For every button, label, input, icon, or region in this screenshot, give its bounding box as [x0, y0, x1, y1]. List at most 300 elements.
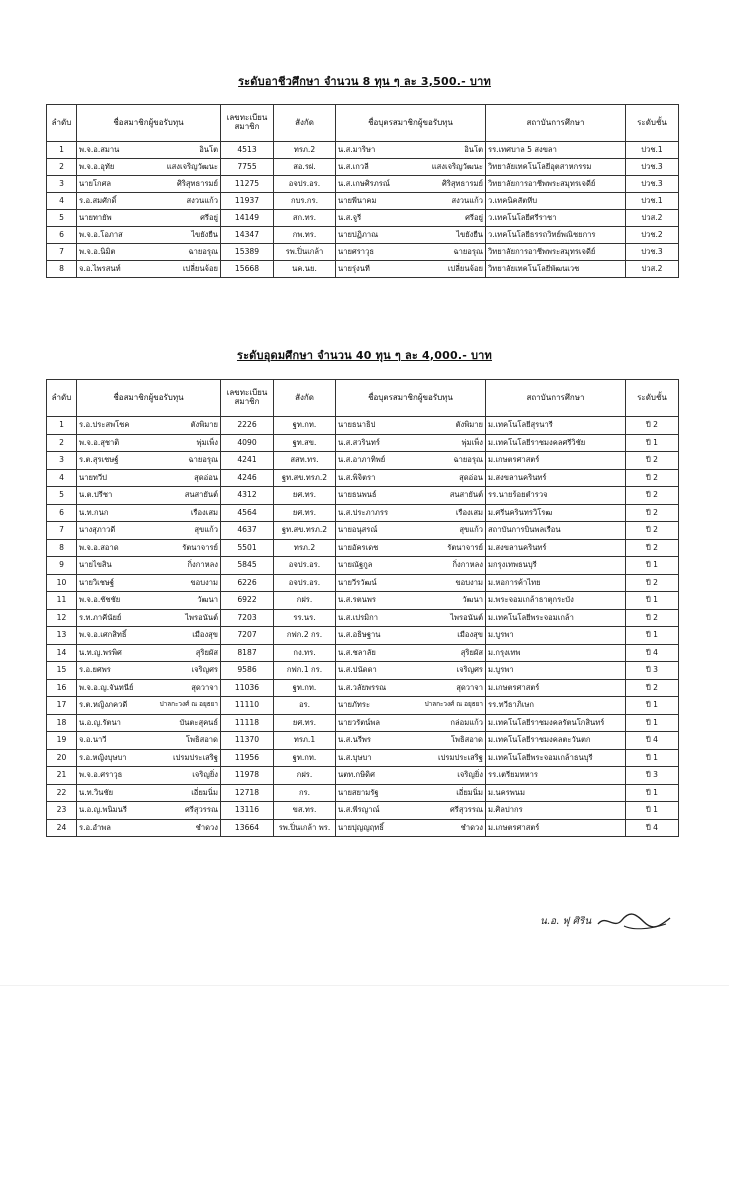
- child-first-name: น.ส.วลัยพรรณ: [338, 682, 387, 692]
- child-name-cell: [336, 504, 486, 522]
- institution: ว.เทคโนโลยีธรรถวิทย์พณิชยการ: [486, 227, 626, 244]
- child-last-name: แสงเจริญวัฒนะ: [431, 161, 483, 171]
- member-name-cell: [77, 522, 221, 540]
- row-number: 12: [47, 609, 77, 627]
- child-name-cell: [336, 159, 486, 176]
- member-first-name: ร.อ.ยศพร: [79, 665, 111, 675]
- table-row: [47, 767, 679, 785]
- registration-number: 4246: [221, 469, 274, 487]
- member-name-cell: [77, 574, 221, 592]
- registration-number: 11956: [221, 749, 274, 767]
- row-number: 8: [47, 539, 77, 557]
- row-number: 13: [47, 627, 77, 645]
- member-name-cell: [77, 609, 221, 627]
- vocational-table: [46, 104, 679, 278]
- child-first-name: น.ส.มาริษา: [338, 144, 376, 154]
- child-last-name: พุ่มเพ็ง: [461, 437, 483, 447]
- registration-number: 7203: [221, 609, 274, 627]
- institution: ม.เทคโนโลยีสุรนารี: [486, 417, 626, 435]
- child-first-name: นายธนาธิป: [338, 420, 376, 430]
- child-name-cell: [336, 784, 486, 802]
- child-first-name: น.ส.เปรมิกา: [338, 612, 379, 622]
- signature-text: น.อ. ฟุ ศิริน: [540, 916, 592, 927]
- member-first-name: พ.จ.อ.สมาน: [79, 144, 120, 154]
- vocational-table-body: [47, 142, 679, 278]
- registration-number: 12718: [221, 784, 274, 802]
- column-header: เลขทะเบียน สมาชิก: [221, 105, 274, 142]
- institution: รร.เตรียมทหาร: [486, 767, 626, 785]
- member-name-cell: [77, 679, 221, 697]
- row-number: 4: [47, 193, 77, 210]
- child-first-name: น.ส.รตนพร: [338, 595, 376, 605]
- grade-level: ปี 4: [626, 819, 679, 837]
- child-name-cell: [336, 802, 486, 820]
- table-row: [47, 627, 679, 645]
- member-name-cell: [77, 802, 221, 820]
- grade-level: ปี 2: [626, 452, 679, 470]
- table-row: [47, 539, 679, 557]
- child-first-name: น.ส.จูรี: [338, 212, 362, 222]
- child-last-name: ขอบงาม: [455, 577, 483, 587]
- child-last-name: โพธิสอาด: [450, 735, 483, 745]
- member-last-name: เปรมประเสริฐ: [173, 752, 218, 762]
- grade-level: ปี 1: [626, 749, 679, 767]
- member-first-name: ร.อ.สมศักดิ์: [79, 195, 117, 205]
- table-row: [47, 227, 679, 244]
- child-last-name: เมืองสุข: [457, 630, 483, 640]
- grade-level: ปวช.1: [626, 142, 679, 159]
- row-number: 1: [47, 142, 77, 159]
- table-row: [47, 662, 679, 680]
- grade-level: ปวส.2: [626, 210, 679, 227]
- unit: ฐท.สข.: [274, 434, 336, 452]
- member-name-cell: [77, 644, 221, 662]
- grade-level: ปี 2: [626, 469, 679, 487]
- child-name-cell: [336, 574, 486, 592]
- row-number: 8: [47, 261, 77, 278]
- child-last-name: อินโต: [464, 144, 483, 154]
- member-first-name: จ.อ.นาวี: [79, 735, 107, 745]
- registration-number: 11370: [221, 732, 274, 750]
- institution: ม.เทคโนโลยีราชมงคลศรีวิชัย: [486, 434, 626, 452]
- member-last-name: อินโต: [199, 144, 218, 154]
- member-first-name: นายโกศล: [79, 178, 112, 188]
- institution: รร.ทวีธาภิเษก: [486, 697, 626, 715]
- row-number: 19: [47, 732, 77, 750]
- row-number: 11: [47, 592, 77, 610]
- unit: กฝร.: [274, 592, 336, 610]
- column-header: ชื่อบุตรสมาชิกผู้ขอรับทุน: [336, 105, 486, 142]
- column-header: ชื่อสมาชิกผู้ขอรับทุน: [77, 105, 221, 142]
- column-header: สถาบันการศึกษา: [486, 105, 626, 142]
- child-first-name: นายรุ่งนที: [338, 263, 370, 273]
- institution: ม.เทคโนโลยีราชมงคลรัตนโกสินทร์: [486, 714, 626, 732]
- child-first-name: น.ส.พีรญาณ์: [338, 805, 380, 815]
- registration-number: 11275: [221, 176, 274, 193]
- child-first-name: นายพีนาคม: [338, 195, 377, 205]
- row-number: 1: [47, 417, 77, 435]
- child-first-name: นายวีรวัฒน์: [338, 577, 377, 587]
- grade-level: ปี 1: [626, 784, 679, 802]
- institution: ม.บูรพา: [486, 627, 626, 645]
- member-first-name: นายวิเชษฐ์: [79, 577, 115, 587]
- registration-number: 15389: [221, 244, 274, 261]
- child-name-cell: [336, 714, 486, 732]
- member-last-name: สนสายันต์: [184, 490, 218, 500]
- member-name-cell: [77, 819, 221, 837]
- member-first-name: น.ต.ปรีชา: [79, 490, 113, 500]
- unit: ยศ.ทร.: [274, 487, 336, 505]
- child-last-name: ตังพิมาย: [455, 420, 483, 430]
- column-header: ลำดับ: [47, 380, 77, 417]
- child-name-cell: [336, 592, 486, 610]
- row-number: 3: [47, 452, 77, 470]
- member-first-name: พ.จ.อ.อุทัย: [79, 161, 115, 171]
- child-last-name: สุขแก้ว: [459, 525, 483, 535]
- blank-area: [0, 985, 729, 1201]
- member-name-cell: [77, 434, 221, 452]
- table-row: [47, 469, 679, 487]
- member-last-name: ศิริสุทธารมย์: [177, 178, 218, 188]
- grade-level: ปี 1: [626, 627, 679, 645]
- unit: อร.: [274, 697, 336, 715]
- table-row: [47, 504, 679, 522]
- member-last-name: เจริญยิ่ง: [192, 770, 218, 780]
- member-first-name: นางสุภาวดี: [79, 525, 116, 535]
- registration-number: 4513: [221, 142, 274, 159]
- member-last-name: โพธิสอาด: [185, 735, 218, 745]
- unit: ฐท.สข.ทรภ.2: [274, 522, 336, 540]
- member-first-name: ร.อ.หญิงบุษบา: [79, 752, 127, 762]
- unit: ยศ.ทร.: [274, 504, 336, 522]
- child-first-name: น.ส.บุษบา: [338, 752, 372, 762]
- member-name-cell: [77, 142, 221, 159]
- unit: รพ.ปิ่นเกล้า พร.: [274, 819, 336, 837]
- member-last-name: แสงเจริญวัฒนะ: [166, 161, 218, 171]
- child-last-name: วัฒนา: [462, 595, 483, 605]
- child-name-cell: [336, 210, 486, 227]
- registration-number: 13664: [221, 819, 274, 837]
- member-last-name: กิ่งกาหลง: [187, 560, 218, 570]
- institution: รร.เทศบาล 5 สงขลา: [486, 142, 626, 159]
- grade-level: ปวช.3: [626, 159, 679, 176]
- member-name-cell: [77, 732, 221, 750]
- table-row: [47, 210, 679, 227]
- member-first-name: พ.จ.อ.ชัชชัย: [79, 595, 121, 605]
- table-row: [47, 452, 679, 470]
- registration-number: 14149: [221, 210, 274, 227]
- institution: ว.เทคนิคสัตหีบ: [486, 193, 626, 210]
- member-last-name: สุขแก้ว: [194, 525, 218, 535]
- row-number: 7: [47, 522, 77, 540]
- table-row: [47, 714, 679, 732]
- registration-number: 14347: [221, 227, 274, 244]
- higher-table-body: [47, 417, 679, 837]
- institution: ม.เทคโนโลยีพระจอมเกล้า: [486, 609, 626, 627]
- registration-number: 6922: [221, 592, 274, 610]
- child-name-cell: [336, 176, 486, 193]
- unit: สสท.ทร.: [274, 452, 336, 470]
- institution: ม.ศรีนครินทรวิโรฒ: [486, 504, 626, 522]
- registration-number: 4564: [221, 504, 274, 522]
- member-name-cell: [77, 592, 221, 610]
- member-name-cell: [77, 697, 221, 715]
- institution: ม.หอการค้าไทย: [486, 574, 626, 592]
- institution: ม.สงขลานครินทร์: [486, 539, 626, 557]
- child-last-name: ฉายอรุณ: [453, 246, 483, 256]
- registration-number: 4090: [221, 434, 274, 452]
- child-name-cell: [336, 193, 486, 210]
- institution: ม.บูรพา: [486, 662, 626, 680]
- child-name-cell: [336, 142, 486, 159]
- column-header: สังกัด: [274, 105, 336, 142]
- unit: อจปร.อร.: [274, 557, 336, 575]
- table-row: [47, 697, 679, 715]
- member-first-name: นายทวีป: [79, 472, 107, 482]
- table-row: [47, 644, 679, 662]
- grade-level: ปี 2: [626, 522, 679, 540]
- member-first-name: น.ท.ญ.พรพิศ: [79, 647, 122, 657]
- institution: ม.เทคโนโลยีพระจอมเกล้าธนบุรี: [486, 749, 626, 767]
- child-first-name: นายอนุสรณ์: [338, 525, 378, 535]
- child-last-name: ศรีอยู่: [465, 212, 483, 222]
- row-number: 10: [47, 574, 77, 592]
- column-header: สังกัด: [274, 380, 336, 417]
- row-number: 2: [47, 159, 77, 176]
- row-number: 22: [47, 784, 77, 802]
- registration-number: 7755: [221, 159, 274, 176]
- child-first-name: นายสยามรัฐ: [338, 787, 379, 797]
- unit: กฟก.1 กร.: [274, 662, 336, 680]
- table-row: [47, 434, 679, 452]
- column-header: ลำดับ: [47, 105, 77, 142]
- row-number: 17: [47, 697, 77, 715]
- higher-table: [46, 379, 679, 837]
- unit: อจปร.อร.: [274, 574, 336, 592]
- child-name-cell: [336, 662, 486, 680]
- member-name-cell: [77, 557, 221, 575]
- table-row: [47, 679, 679, 697]
- member-last-name: พุ่มเพ็ง: [196, 437, 218, 447]
- grade-level: ปี 2: [626, 679, 679, 697]
- child-name-cell: [336, 487, 486, 505]
- table-row: [47, 193, 679, 210]
- unit: รพ.ปิ่นเกล้า: [274, 244, 336, 261]
- grade-level: ปี 1: [626, 714, 679, 732]
- grade-level: ปี 1: [626, 434, 679, 452]
- member-name-cell: [77, 452, 221, 470]
- child-last-name: ปาลกะวงศ์ ณ อยุธยา: [424, 700, 483, 709]
- child-last-name: ศิริสุทธารมย์: [442, 178, 483, 188]
- child-last-name: เรืองเสม: [455, 507, 483, 517]
- row-number: 21: [47, 767, 77, 785]
- registration-number: 4312: [221, 487, 274, 505]
- member-last-name: ตังพิมาย: [190, 420, 218, 430]
- institution: สถาบันการบินพลเรือน: [486, 522, 626, 540]
- unit: ฐท.กท.: [274, 417, 336, 435]
- child-last-name: ไขยังยืน: [456, 229, 483, 239]
- member-last-name: บันตะสุคนธ์: [179, 717, 218, 727]
- registration-number: 11036: [221, 679, 274, 697]
- row-number: 2: [47, 434, 77, 452]
- signature: [536, 910, 676, 934]
- institution: ม.เกษตรศาสตร์: [486, 452, 626, 470]
- institution: ม.ศิลปากร: [486, 802, 626, 820]
- grade-level: ปี 2: [626, 504, 679, 522]
- child-last-name: เจริญศร: [456, 665, 483, 675]
- table-row: [47, 487, 679, 505]
- institution: วิทยาลัยเทคโนโลยีอุตสาหกรรม: [486, 159, 626, 176]
- child-name-cell: [336, 819, 486, 837]
- child-last-name: เปรมประเสริฐ: [438, 752, 483, 762]
- table-row: [47, 732, 679, 750]
- child-first-name: น.ส.ปนัดดา: [338, 665, 377, 675]
- column-header: ระดับชั้น: [626, 380, 679, 417]
- child-name-cell: [336, 417, 486, 435]
- row-number: 7: [47, 244, 77, 261]
- column-header: ชื่อบุตรสมาชิกผู้ขอรับทุน: [336, 380, 486, 417]
- higher-heading: ระดับอุดมศึกษา จำนวน 40 ทุน ๆ ละ 4,000.- บาท: [236, 349, 493, 362]
- member-name-cell: [77, 210, 221, 227]
- row-number: 15: [47, 662, 77, 680]
- child-first-name: นายวรัตน์พล: [338, 717, 381, 727]
- grade-level: ปวช.2: [626, 227, 679, 244]
- child-name-cell: [336, 557, 486, 575]
- registration-number: 8187: [221, 644, 274, 662]
- child-first-name: นายศราวุธ: [338, 246, 374, 256]
- member-first-name: จ.อ.ไพรสนท์: [79, 263, 121, 273]
- child-last-name: สุดวาจา: [456, 682, 483, 692]
- child-name-cell: [336, 452, 486, 470]
- member-first-name: น.ท.กนก: [79, 507, 109, 517]
- child-first-name: นายปุญญฤทธิ์: [338, 822, 384, 832]
- member-last-name: สุริยผัส: [195, 647, 218, 657]
- child-name-cell: [336, 609, 486, 627]
- table-row: [47, 609, 679, 627]
- member-first-name: พ.จ.อ.เศกสิทธิ์: [79, 630, 127, 640]
- member-first-name: พ.จ.อ.ญ.จันทนีย์: [79, 682, 134, 692]
- column-header: เลขทะเบียน สมาชิก: [221, 380, 274, 417]
- member-last-name: วัฒนา: [197, 595, 218, 605]
- member-last-name: ศรีสุวรรณ: [184, 805, 218, 815]
- child-name-cell: [336, 469, 486, 487]
- member-name-cell: [77, 469, 221, 487]
- table-row: [47, 784, 679, 802]
- member-name-cell: [77, 784, 221, 802]
- column-header: ชื่อสมาชิกผู้ขอรับทุน: [77, 380, 221, 417]
- row-number: 5: [47, 487, 77, 505]
- member-name-cell: [77, 176, 221, 193]
- unit: กพ.ทร.: [274, 227, 336, 244]
- unit: ทรภ.2: [274, 539, 336, 557]
- child-last-name: ไพรอนันต์: [450, 612, 483, 622]
- member-last-name: ฉายอรุณ: [188, 455, 218, 465]
- member-first-name: พ.จ.อ.ศราวุธ: [79, 770, 123, 780]
- child-first-name: น.ส.เกษศิรภรณ์: [338, 178, 390, 188]
- registration-number: 4241: [221, 452, 274, 470]
- child-first-name: น.ส.สวรินทร์: [338, 437, 380, 447]
- member-name-cell: [77, 244, 221, 261]
- table-row: [47, 522, 679, 540]
- member-first-name: นายไขสิน: [79, 560, 112, 570]
- institution: มกรุงเทพธนบุรี: [486, 557, 626, 575]
- grade-level: ปวช.3: [626, 244, 679, 261]
- unit: นค.นย.: [274, 261, 336, 278]
- member-last-name: เปลี่ยนจ้อย: [182, 263, 218, 273]
- grade-level: ปี 2: [626, 574, 679, 592]
- grade-level: ปี 4: [626, 732, 679, 750]
- member-first-name: น.อ.ญ.รัตนา: [79, 717, 121, 727]
- table-row: [47, 574, 679, 592]
- registration-number: 5845: [221, 557, 274, 575]
- registration-number: 9586: [221, 662, 274, 680]
- unit: ทรภ.2: [274, 142, 336, 159]
- table-header-row: [47, 105, 679, 142]
- member-name-cell: [77, 261, 221, 278]
- member-first-name: พ.จ.อ.นิมิต: [79, 246, 116, 256]
- child-first-name: นายภัทระ: [338, 700, 371, 710]
- child-last-name: สุดอ่อน: [459, 472, 483, 482]
- grade-level: ปี 4: [626, 644, 679, 662]
- child-name-cell: [336, 539, 486, 557]
- unit: อจปร.อร.: [274, 176, 336, 193]
- row-number: 6: [47, 504, 77, 522]
- table-row: [47, 417, 679, 435]
- registration-number: 6226: [221, 574, 274, 592]
- institution: ม.กรุงเทพ: [486, 644, 626, 662]
- child-first-name: นายธนพนธ์: [338, 490, 377, 500]
- unit: สอ.รฝ.: [274, 159, 336, 176]
- child-last-name: รัตนาจารย์: [447, 542, 483, 552]
- row-number: 3: [47, 176, 77, 193]
- row-number: 9: [47, 557, 77, 575]
- member-last-name: ขอบงาม: [190, 577, 218, 587]
- unit: ยศ.ทร.: [274, 714, 336, 732]
- registration-number: 11118: [221, 714, 274, 732]
- row-number: 23: [47, 802, 77, 820]
- child-last-name: สงวนแก้ว: [451, 195, 483, 205]
- member-last-name: ศรีอยู่: [200, 212, 218, 222]
- child-last-name: เปลี่ยนจ้อย: [447, 263, 483, 273]
- institution: ม.พระจอมเกล้าธาตุกระบัง: [486, 592, 626, 610]
- child-name-cell: [336, 749, 486, 767]
- institution: ว.เทคโนโลยีศรีราชา: [486, 210, 626, 227]
- row-number: 14: [47, 644, 77, 662]
- row-number: 5: [47, 210, 77, 227]
- child-first-name: นายปฏิภาณ: [338, 229, 379, 239]
- child-last-name: ชำดวง: [460, 822, 483, 832]
- unit: กบร.กร.: [274, 193, 336, 210]
- member-name-cell: [77, 193, 221, 210]
- institution: รร.นายร้อยตำรวจ: [486, 487, 626, 505]
- child-name-cell: [336, 627, 486, 645]
- grade-level: ปี 2: [626, 539, 679, 557]
- row-number: 16: [47, 679, 77, 697]
- member-last-name: ไขยังยืน: [191, 229, 218, 239]
- child-name-cell: [336, 644, 486, 662]
- member-first-name: ร.ท.ภาคีนัยย์: [79, 612, 122, 622]
- table-row: [47, 142, 679, 159]
- unit: ฐท.กท.: [274, 749, 336, 767]
- child-name-cell: [336, 261, 486, 278]
- member-first-name: น.ท.วินชัย: [79, 787, 114, 797]
- institution: ม.เกษตรศาสตร์: [486, 819, 626, 837]
- child-first-name: น.ส.นรีพร: [338, 735, 372, 745]
- member-first-name: ร.ต.สุรเชษฐ์: [79, 455, 119, 465]
- member-name-cell: [77, 487, 221, 505]
- member-first-name: นายทายัพ: [79, 212, 112, 222]
- table-row: [47, 819, 679, 837]
